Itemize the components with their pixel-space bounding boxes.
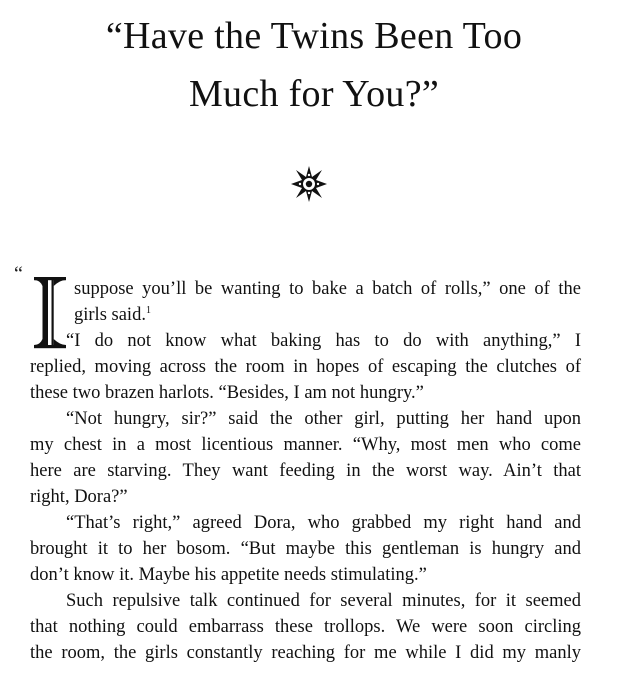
paragraph-line: don’t know it. Maybe his appetite needs stimulating.” [30,565,427,585]
star-ornament-icon [289,164,329,204]
paragraph-text: girls said. [74,305,146,325]
paragraph-line: brought it to her bosom. “But maybe this gentleman is hungry and [30,539,581,559]
paragraph-line [74,302,581,328]
paragraph-line: “That’s right,” agreed Dora, who grabbed my right hand and [66,513,581,533]
drop-cap-letter [30,275,70,351]
paragraph-line: these two brazen harlots. “Besides, I am not hungry.” [30,383,424,403]
paragraph-line: right, Dora?” [30,487,128,507]
footnote-marker: 1 [145,304,151,316]
opening-quote-mark: “ [14,263,23,285]
chapter-title-line-2: Much for You?” [188,73,440,115]
paragraph-line: my chest in a most licentious manner. “Why, most men who come [30,435,581,455]
paragraph-line: “I do not know what baking has to do with anything,” I [66,331,581,351]
chapter-title-line-1: “Have the Twins Been Too [105,15,523,57]
paragraph-line: “Not hungry, sir?” said the other girl, putting her hand upon [66,409,581,429]
paragraph-line: suppose you’ll be wanting to bake a batch of rolls,” one of the [74,279,581,299]
paragraph-line: that nothing could embarrass these trollops. We were soon circling [30,617,581,637]
paragraph-line: here are starving. They want feeding in the worst way. Ain’t that [30,461,581,481]
paragraph-line: the room, the girls constantly reaching for me while I did my manly [30,643,581,663]
paragraph-line: Such repulsive talk continued for several minutes, for it seemed [66,591,581,611]
paragraph-line: replied, moving across the room in hopes of escaping the clutches of [30,357,581,377]
